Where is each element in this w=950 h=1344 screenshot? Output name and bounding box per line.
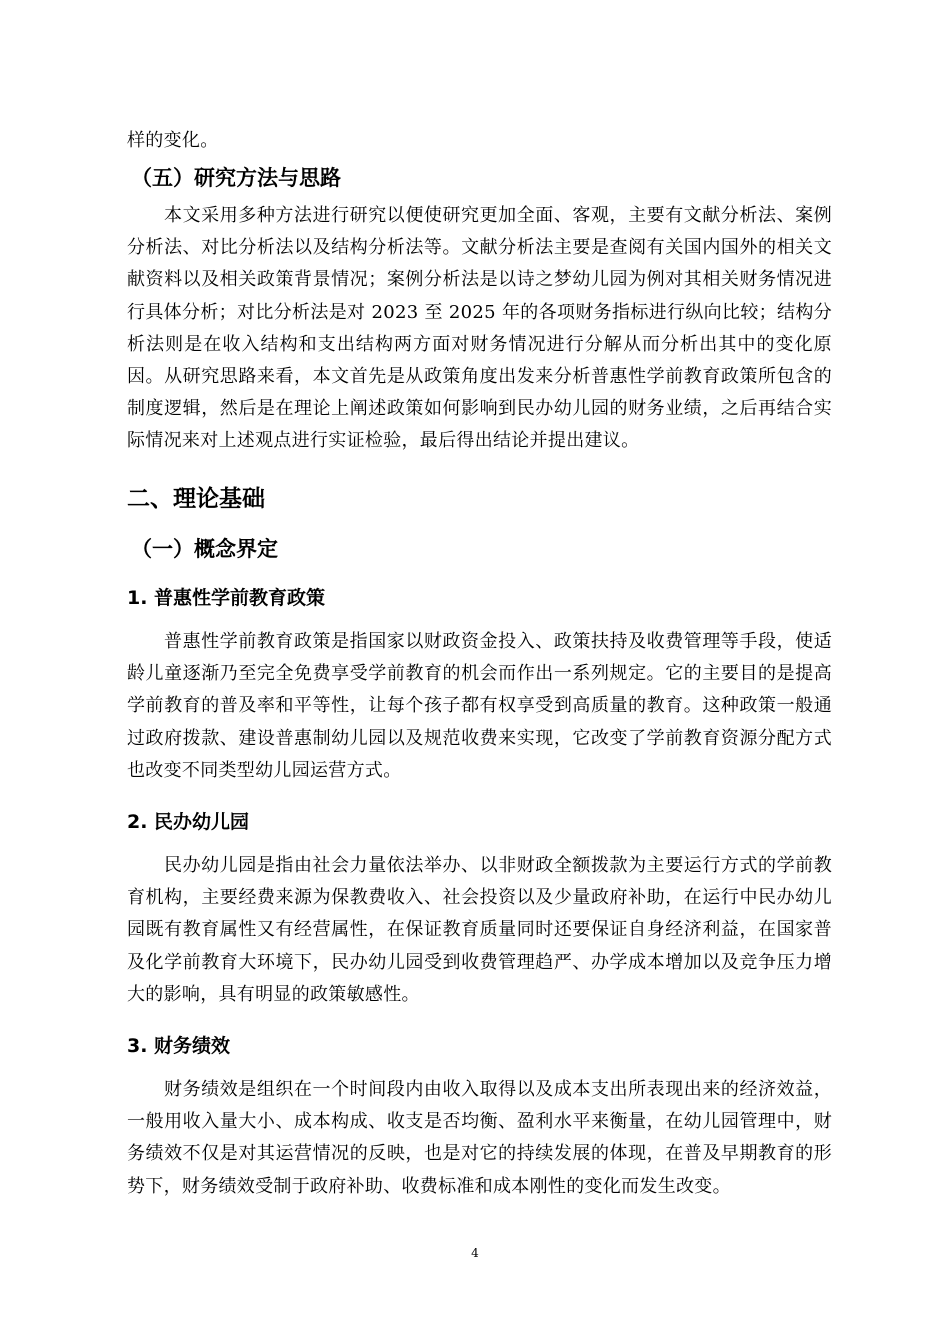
- intro-tail-text: 样的变化。: [127, 130, 219, 151]
- item-3-paragraph: 财务绩效是组织在一个时间段内由收入取得以及成本支出所表现出来的经济效益，一般用收入量大小、成本构成、收支是否均衡、盈利水平来衡量，在幼儿园管理中，财务绩效不仅是对其运营情况的反映，也是对它的持续发展的体现，在普及早期教育的形势下，财务绩效受制于政府补助、收费标准和成本刚性的变化而发生改变。: [127, 1079, 832, 1197]
- item-2-paragraph: 民办幼儿园是指由社会力量依法举办、以非财政全额拨款为主要运行方式的学前教育机构，主要经费来源为保教费收入、社会投资以及少量政府补助，在运行中民办幼儿园既有教育属性又有经营属性，在保证教育质量同时还要保证自身经济利益，在国家普及化学前教育大环境下，民办幼儿园受到收费管理趋严、办学成本增加以及竞争压力增大的影响，具有明显的政策敏感性。: [127, 855, 832, 1005]
- item-1-paragraph: 普惠性学前教育政策是指国家以财政资金投入、政策扶持及收费管理等手段，使适龄儿童逐渐乃至完全免费享受学前教育的机会而作出一系列规定。它的主要目的是提高学前教育的普及率和平等性，让每个孩子都有权享受到高质量的教育。这种政策一般通过政府拨款、建设普惠制幼儿园以及规范收费来实现，它改变了学前教育资源分配方式也改变不同类型幼儿园运营方式。: [127, 631, 832, 781]
- item-2-heading: 2. 民办幼儿园: [127, 811, 250, 833]
- chapter-2-heading: 二、理论基础: [127, 486, 265, 512]
- section-5-paragraph: 本文采用多种方法进行研究以便使研究更加全面、客观，主要有文献分析法、案例分析法、对比分析法以及结构分析法等。文献分析法主要是查阅有关国内国外的相关文献资料以及相关政策背景情况；案例分析法是以诗之梦幼儿园为例对其相关财务情况进行具体分析；对比分析法是对 2023 至 2025 年的各项财务指标进行纵向比较；结构分析法则是在收入结构和支出结构两方面对财务情况进行分解从而分析出其中的变化原因。从研究思路来看，本文首先是从政策角度出发来分析普惠性学前教育政策所包含的制度逻辑，然后是在理论上阐述政策如何影响到民办幼儿园的财务业绩，之后再结合实际情况来对上述观点进行实证检验，最后得出结论并提出建议。: [127, 205, 832, 452]
- section-5-heading: （五）研究方法与思路: [131, 166, 341, 190]
- page-number: 4: [471, 1246, 479, 1260]
- item-1-heading: 1. 普惠性学前教育政策: [127, 587, 326, 609]
- item-3-heading: 3. 财务绩效: [127, 1035, 231, 1057]
- section-1-heading: （一）概念界定: [131, 537, 278, 561]
